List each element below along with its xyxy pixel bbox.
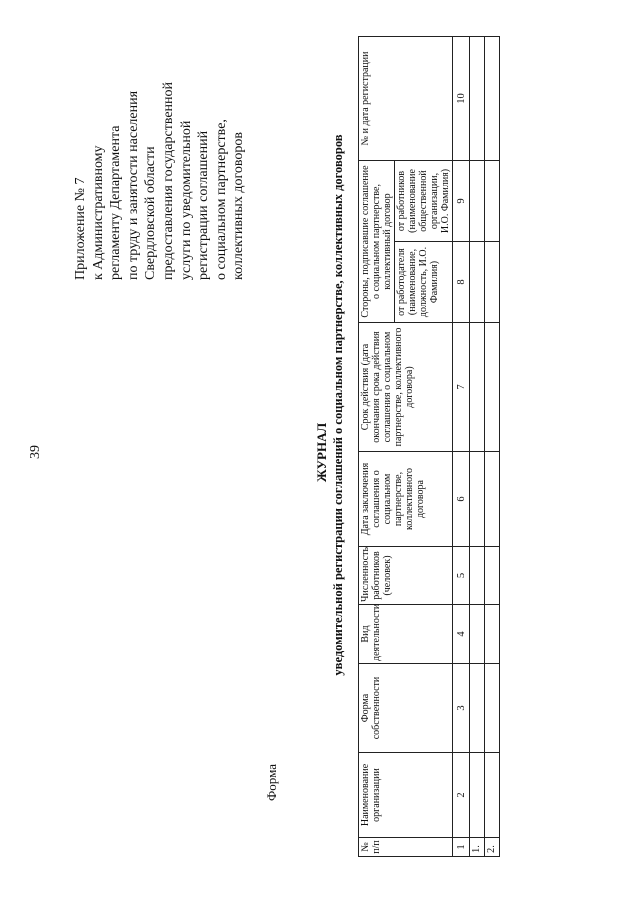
table-cell	[485, 547, 500, 605]
page-number: 39	[28, 445, 43, 459]
table-cell	[470, 323, 485, 452]
table-cell	[485, 452, 500, 547]
header-organization-name: Наименование организации	[359, 753, 453, 838]
column-number: 1	[453, 838, 470, 857]
table-cell	[485, 664, 500, 753]
form-label: Форма	[264, 764, 279, 801]
journal-title: ЖУРНАЛ	[314, 422, 329, 483]
column-number: 5	[453, 547, 470, 605]
header-signing-parties: Стороны, подписавшие соглашение о социальном партнерстве, коллективный договор	[359, 160, 395, 322]
table-cell	[470, 664, 485, 753]
appendix-line: к Административному	[90, 145, 106, 280]
column-number: 2	[453, 753, 470, 838]
table-cell	[485, 323, 500, 452]
column-number: 10	[453, 36, 470, 160]
table-cell	[485, 36, 500, 160]
header-activity-type: Вид деятельности	[359, 605, 453, 664]
table-row	[485, 36, 500, 856]
header-row	[359, 36, 395, 856]
table-cell	[470, 242, 485, 323]
appendix-line: о социальном партнерстве,	[213, 119, 229, 280]
table-cell	[485, 753, 500, 838]
appendix-line: по труду и занятости населения	[125, 90, 141, 280]
column-number: 8	[453, 242, 470, 323]
appendix-line: регистрации соглашений	[196, 130, 212, 280]
appendix-line: Приложение № 7	[73, 177, 88, 280]
journal-subtitle: уведомительной регистрации соглашений о социальном партнерстве, коллективных договоров	[331, 134, 345, 676]
table-cell	[485, 160, 500, 241]
column-number: 9	[453, 160, 470, 241]
appendix-line: услуги по уведомительной	[178, 120, 194, 280]
table-cell	[470, 160, 485, 241]
row-number: 2.	[485, 838, 500, 857]
column-number: 4	[453, 605, 470, 664]
header-employer: от работодателя (наименование, должность, И.О. Фамилия)	[395, 242, 453, 323]
header-number: № п/п	[359, 838, 453, 857]
table-cell	[470, 547, 485, 605]
column-number: 3	[453, 664, 470, 753]
appendix-line: коллективных договоров	[231, 132, 247, 280]
table-row	[470, 36, 485, 856]
header-ownership-form: Форма собственности	[359, 664, 453, 753]
column-number: 6	[453, 452, 470, 547]
appendix-line: предоставления государственной	[160, 81, 176, 280]
table-cell	[470, 753, 485, 838]
table-cell	[470, 452, 485, 547]
registration-journal-table	[358, 36, 500, 857]
header-employees: от работников (наименование общественной организации, И.О. Фамилия)	[395, 160, 453, 241]
header-validity-period: Срок действия (дата окончания срока действия соглашения о социальном партнерстве, коллективного договора)	[359, 323, 453, 452]
table-cell	[485, 605, 500, 664]
header-registration: № и дата регистрации	[359, 36, 453, 160]
row-number: 1.	[470, 838, 485, 857]
table-cell	[470, 36, 485, 160]
header-employee-count: Численность работников (человек)	[359, 547, 453, 605]
appendix-line: Свердловской области	[143, 146, 159, 280]
appendix-line: регламенту Департамента	[108, 125, 124, 280]
appendix-header	[72, 10, 248, 280]
column-numbers-row	[453, 36, 470, 856]
table-cell	[485, 242, 500, 323]
header-conclusion-date: Дата заключения соглашения о социальном партнерстве, коллективного договора	[359, 452, 453, 547]
column-number: 7	[453, 323, 470, 452]
table-cell	[470, 605, 485, 664]
